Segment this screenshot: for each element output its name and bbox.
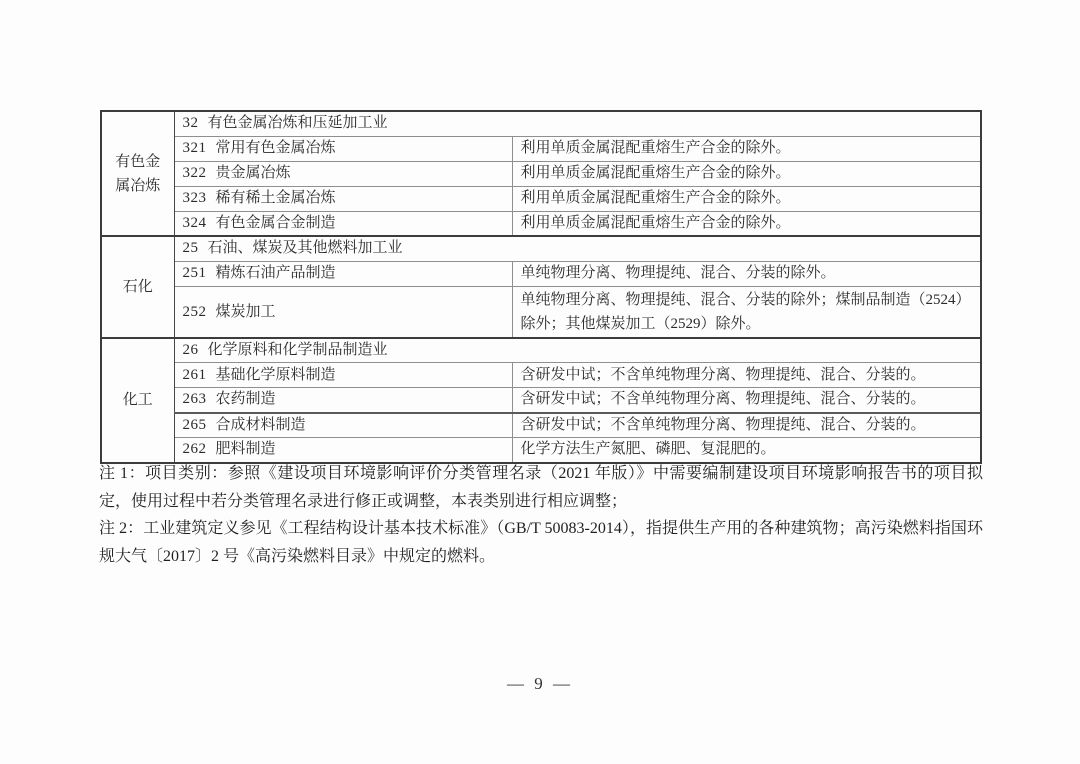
- industry-note-cell: 利用单质金属混配重熔生产合金的除外。: [512, 186, 981, 211]
- industry-code: 26: [182, 341, 199, 358]
- table-row: [101, 136, 981, 161]
- industry-category-table: [100, 110, 982, 464]
- industry-name: 农药制造: [215, 391, 276, 408]
- industry-name: 有色金属冶炼和压延加工业: [207, 115, 388, 132]
- industry-note-cell: 含研发中试；不含单纯物理分离、物理提纯、混合、分装的。: [512, 363, 981, 388]
- industry-note-cell: 单纯物理分离、物理提纯、混合、分装的除外。: [512, 261, 981, 286]
- industry-code: 25: [182, 240, 199, 257]
- industry-name: 肥料制造: [215, 441, 276, 458]
- category-cell-nonferrous: 有色金属冶炼: [101, 111, 174, 236]
- industry-group-cell: [174, 236, 981, 261]
- industry-item-cell: [174, 388, 512, 413]
- industry-name: 有色金属合金制造: [215, 214, 336, 231]
- industry-code: 321: [182, 140, 207, 156]
- industry-name: 煤炭加工: [215, 303, 276, 320]
- industry-name: 常用有色金属冶炼: [215, 140, 336, 156]
- table-row: [101, 186, 981, 211]
- table-row: [101, 413, 981, 438]
- industry-code: 261: [182, 366, 207, 383]
- table-row: [101, 236, 981, 261]
- table-row: [101, 211, 981, 236]
- industry-code: 263: [182, 391, 207, 408]
- industry-name: 稀有稀土金属冶炼: [215, 190, 336, 206]
- category-cell-chemical: 化工: [101, 338, 174, 463]
- industry-name: 合成材料制造: [215, 416, 306, 433]
- industry-name: 贵金属冶炼: [215, 165, 291, 181]
- industry-group-cell: [174, 111, 981, 136]
- industry-code: 252: [182, 303, 207, 320]
- table-row: [101, 111, 981, 136]
- footnote-2: 注 2：工业建筑定义参见《工程结构设计基本技术标准》（GB/T 50083-2014），指提供生产用的各种建筑物；高污染燃料指国环规大气〔2017〕2 号《高污染燃料目录》中规定的燃料。: [99, 520, 983, 565]
- industry-name: 基础化学原料制造: [215, 366, 336, 383]
- classification-table: [100, 110, 982, 464]
- industry-name: 石油、煤炭及其他燃料加工业: [207, 240, 403, 257]
- industry-name: 化学原料和化学制品制造业: [207, 341, 388, 358]
- industry-note-cell: 利用单质金属混配重熔生产合金的除外。: [512, 136, 981, 161]
- industry-note-cell: 含研发中试；不含单纯物理分离、物理提纯、混合、分装的。: [512, 388, 981, 413]
- table-row: [101, 438, 981, 463]
- table-row: [101, 261, 981, 286]
- industry-item-cell: [174, 413, 512, 438]
- industry-item-cell: [174, 286, 512, 338]
- table-row: [101, 338, 981, 363]
- industry-note-cell: 利用单质金属混配重熔生产合金的除外。: [512, 161, 981, 186]
- industry-note-cell: 单纯物理分离、物理提纯、混合、分装的除外；煤制品制造（2524）除外；其他煤炭加工（2529）除外。: [512, 286, 981, 338]
- industry-code: 32: [182, 115, 199, 132]
- industry-item-cell: [174, 211, 512, 236]
- footnotes: [99, 460, 983, 570]
- industry-code: 251: [182, 265, 207, 281]
- industry-note-cell: 化学方法生产氮肥、磷肥、复混肥的。: [512, 438, 981, 463]
- category-cell-petrochemical: 石化: [101, 236, 174, 338]
- industry-code: 262: [182, 441, 207, 458]
- table-row: [101, 388, 981, 413]
- industry-item-cell: [174, 136, 512, 161]
- industry-code: 324: [182, 214, 207, 231]
- industry-item-cell: [174, 261, 512, 286]
- industry-group-cell: [174, 338, 981, 363]
- industry-note-cell: 含研发中试；不含单纯物理分离、物理提纯、混合、分装的。: [512, 413, 981, 438]
- page-number: — 9 —: [507, 674, 573, 693]
- industry-item-cell: [174, 363, 512, 388]
- industry-item-cell: [174, 438, 512, 463]
- table-row: [101, 286, 981, 338]
- industry-item-cell: [174, 161, 512, 186]
- industry-code: 322: [182, 165, 207, 181]
- table-row: [101, 161, 981, 186]
- industry-code: 265: [182, 416, 207, 433]
- industry-note-cell: 利用单质金属混配重熔生产合金的除外。: [512, 211, 981, 236]
- industry-code: 323: [182, 190, 207, 206]
- table-row: [101, 363, 981, 388]
- industry-name: 精炼石油产品制造: [215, 265, 336, 281]
- industry-item-cell: [174, 186, 512, 211]
- footnote-1: 注 1：项目类别：参照《建设项目环境影响评价分类管理名录（2021 年版）》中需要编制建设项目环境影响报告书的项目拟定，使用过程中若分类管理名录进行修正或调整，本表类别进行相应调整；: [99, 465, 983, 510]
